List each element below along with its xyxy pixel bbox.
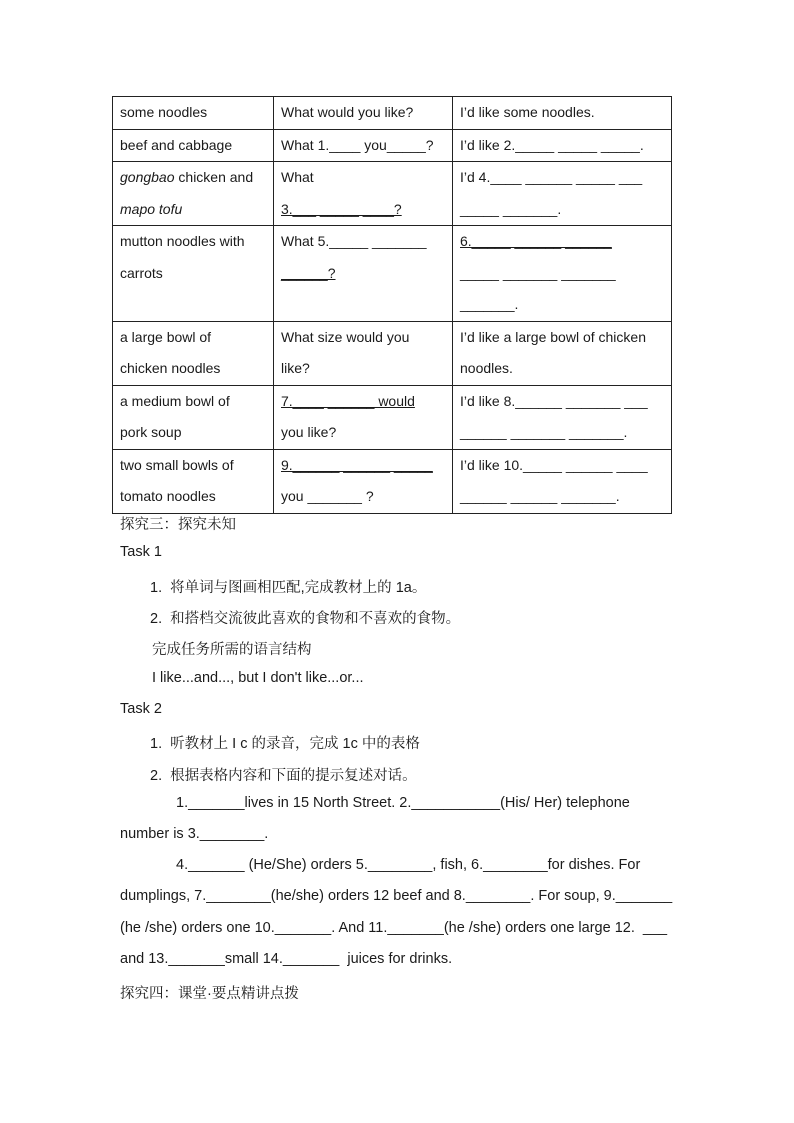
paragraph-1-line-2: number is 3.________. (120, 826, 269, 842)
answer-cell: 6._____ ______ ______ _____ _______ _______ _______. (453, 226, 672, 322)
food-cell: a large bowl of chicken noodles (113, 321, 274, 385)
exercise-table (112, 96, 672, 514)
table-row (113, 162, 672, 226)
food-cell: some noodles (113, 97, 274, 130)
task1-item-1: 1. 将单词与图画相匹配,完成教材上的 1a。 (150, 580, 427, 596)
table-row (113, 449, 672, 513)
question-cell: 7.____ ______ would you like? (274, 385, 453, 449)
task1-label: Task 1 (120, 544, 162, 560)
food-cell: beef and cabbage (113, 129, 274, 162)
answer-cell: I’d like a large bowl of chicken noodles. (453, 321, 672, 385)
section4-title: 探究四：课堂·要点精讲点拨 (120, 986, 299, 1002)
structure-title: 完成任务所需的语言结构 (152, 642, 312, 658)
task1-item-2: 2. 和搭档交流彼此喜欢的食物和不喜欢的食物。 (150, 611, 461, 627)
question-cell: What 1.____ you_____? (274, 129, 453, 162)
table-row (113, 226, 672, 322)
paragraph-2-line-2: dumplings, 7.________(he/she) orders 12 beef and 8.________. For soup, 9._______ (120, 888, 673, 904)
answer-cell: I’d like 8.______ _______ ___ ______ _______ _______. (453, 385, 672, 449)
question-cell: What 5._____ _______ ______? (274, 226, 453, 322)
paragraph-2-line-1: 4._______ (He/She) orders 5.________, fish, 6.________for dishes. For (176, 857, 641, 873)
paragraph-2-line-4: and 13._______small 14._______ juices for drinks. (120, 951, 453, 967)
paragraph-2-line-3: (he /she) orders one 10._______. And 11._______(he /she) orders one large 12. ___ (120, 920, 668, 936)
table-row (113, 129, 672, 162)
food-cell: mutton noodles with carrots (113, 226, 274, 322)
question-cell: What size would you like? (274, 321, 453, 385)
food-cell: gongbao chicken and mapo tofu (113, 162, 274, 226)
question-cell: What would you like? (274, 97, 453, 130)
answer-cell: I’d 4.____ ______ _____ ___ _____ _______. (453, 162, 672, 226)
table-row (113, 321, 672, 385)
table-row (113, 97, 672, 130)
task2-item-1: 1. 听教材上 I c 的录音，完成 1c 中的表格 (150, 736, 420, 752)
food-cell: two small bowls of tomato noodles (113, 449, 274, 513)
food-cell: a medium bowl of pork soup (113, 385, 274, 449)
task2-label: Task 2 (120, 701, 162, 717)
question-cell: What 3.___ _____ ____? (274, 162, 453, 226)
task2-item-2: 2. 根据表格内容和下面的提示复述对话。 (150, 768, 417, 784)
answer-cell: I’d like some noodles. (453, 97, 672, 130)
answer-cell: I’d like 2._____ _____ _____. (453, 129, 672, 162)
structure-sentence: I like...and..., but I don't like...or... (152, 670, 364, 686)
table-row (113, 385, 672, 449)
answer-cell: I’d like 10._____ ______ ____ ______ ______ _______. (453, 449, 672, 513)
section3-title: 探究三：探究未知 (120, 517, 236, 533)
paragraph-1-line-1: 1._______lives in 15 North Street. 2.___________(His/ Her) telephone (176, 795, 630, 811)
question-cell: 9.______ ______ _____ you _______ ? (274, 449, 453, 513)
